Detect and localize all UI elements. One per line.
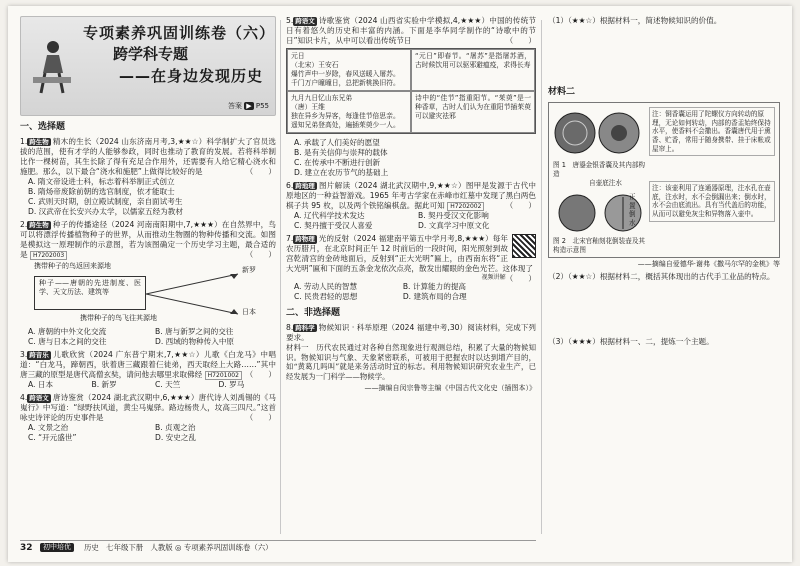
banner-theme: ——在身边发现历史 <box>119 67 264 85</box>
qr-code-icon[interactable] <box>512 234 536 258</box>
option[interactable]: B. 贞观之治 <box>155 423 196 433</box>
answer-area[interactable] <box>548 285 780 337</box>
option[interactable]: B. 契丹受汉文化影响 <box>418 210 489 220</box>
question-4: 4. 跨语文 唐诗鉴赏（2024 湖北武汉期中,6,★★★）唐代诗人刘禹锡的《马嵬行》中写道：“绿野扶风道，黄尘马嵬驿。路边杨贵人，坟高三四尺。”这首咏史诗评论的历史事件是 （ ） A. 文景之治 B. 贞观之治 C. “开元盛世” D. 安史之乱 <box>20 393 276 443</box>
question-8: 8. 跨科学 物候知识 · 科举原理（2024 福建中考,30）阅读材料，完成下列要求。 材料一 历代农民通过对各种自然现象进行观测总结，积累了大量的物候知识。物候知识与气象、天象紧密联系，可被用于把握农时以达到增产目的，如“黄葛几吗叫”就是来务活动时宜的标志。利用物候知识研究农业生产，已经发展为一门科学——物候学。 ——摘编自闵宗鲁等主编《中国古代文化史（插图本）》 <box>286 322 536 392</box>
option[interactable]: D. 西域的物种传入中原 <box>155 337 235 347</box>
option[interactable]: A. 辽代科学技术发达 <box>294 210 365 220</box>
options-list <box>20 423 276 443</box>
poem-card <box>286 48 536 134</box>
options-list <box>20 177 276 217</box>
material-two-figures <box>548 102 780 258</box>
option[interactable]: A. 劳动人民的智慧 <box>294 281 358 291</box>
footer-info: 历史 七年级下册 人教版 ◎ 专项素养巩固训练卷（六） <box>84 543 273 552</box>
poem-note: 诗中的“佳节”指重阳节。“茱萸”是一种香草，古时人们认为在重阳节插茱萸可以避灾祛邪 <box>411 91 535 133</box>
option[interactable]: C. “开元盛世” <box>28 433 77 443</box>
figure-caption: 图 2 北宋官釉刻花倒装壶及其构造示意图 <box>553 236 646 254</box>
brand-badge: 初中培优 <box>40 543 74 552</box>
option[interactable]: B. 是有关信仰与崇拜的载体 <box>294 147 388 157</box>
option[interactable]: D. 文真学习中原文化 <box>418 220 490 230</box>
answer-area[interactable] <box>548 29 780 81</box>
question-3: 3. 跨音乐 儿歌欣赏（2024 广东普宁期末,7,★★☆）儿歌《白龙马》中唱道：“白龙马，蹄朝西，驮着唐三藏跟着仨徒弟，西天取经上大路……”其中唐三藏的原型是唐代高僧玄奘，请问他去哪里求取佛经 H7201002 （ ） A. 日本 B. 新罗 C. 天竺 D. 罗马 <box>20 350 276 390</box>
options-list <box>20 327 276 347</box>
exam-page <box>8 6 792 562</box>
answer-reference: 答案 ▶ P55 <box>228 101 269 110</box>
option[interactable]: A. 文景之治 <box>28 423 69 433</box>
subquestion-2: （2）（★★☆）根据材料二，概括其体现出的古代手工业品的特点。 <box>548 272 775 282</box>
figure-caption: 图 1 唐鎏金银香囊及其内部构造 <box>553 160 646 178</box>
option[interactable]: C. 在传承中不断进行创新 <box>294 157 381 167</box>
option[interactable]: D. 建筑布局的合理 <box>402 291 467 301</box>
option[interactable]: B. 计算能力的提高 <box>402 281 467 291</box>
column-middle <box>286 16 536 396</box>
subquestion-3: （3）（★★★）根据材料一、二，提炼一个主题。 <box>548 337 714 347</box>
options-list <box>20 380 276 390</box>
option[interactable]: D. 建立在农历节气的基础上 <box>294 167 389 177</box>
figure-label: 自壶底注水 <box>589 178 622 187</box>
option[interactable]: A. 承载了人们美好的愿望 <box>294 137 380 147</box>
title-banner <box>20 16 276 116</box>
option[interactable]: A. 隋文帝设进士科，标志着科举制正式创立 <box>28 176 175 186</box>
book-icon: ▶ <box>246 101 252 110</box>
option[interactable]: D. 罗马 <box>218 380 245 390</box>
seed-diagram: 携带种子的鸟返回来源地 新罗 日本 种子——唐朝的先进制度、医学、天文历法、建筑等 携带种子的鸟飞往其源地 <box>34 262 256 323</box>
incense-ball-icon <box>553 107 643 159</box>
material-one: 材料一 历代农民通过对各种自然现象进行观测总结，积累了大量的物候知识。物候知识与气象、天象紧密联系，可被用于把握农时以达到增产目的，如“黄葛几吗叫”就是来务活动时宜的标志。利用物候知识研究农业生产，已经发展为一门科学——物候学。 <box>286 342 536 382</box>
section-title: 二、非选择题 <box>286 307 341 318</box>
section-title: 一、选择题 <box>20 122 66 132</box>
option[interactable]: C. 契丹擅于受汉人喜爱 <box>294 220 373 230</box>
video-label: 视频讲解 <box>481 274 506 281</box>
options-list <box>286 138 536 178</box>
banner-subtitle: 跨学科专题 <box>113 45 189 63</box>
figure-label: 正置倒水 <box>629 192 636 227</box>
options-list <box>286 282 506 302</box>
option[interactable]: C. 天竺 <box>155 380 181 390</box>
question-6: 6. 跨地理 图片解读（2024 湖北武汉期中,9,★★☆）图甲是发源于古代中原地区的一种益智游戏。1965 年考古学家在赤峰市红墓中发现了黑白两色棋子共 95 枚，以及两个铁铭编棋盘。据此可知 H7202002 （ ） A. 辽代科学技术发达 B. 契丹受汉文化影响 C. 契丹擅于受汉人喜爱 D. 文真学习中原文化 <box>286 180 536 230</box>
source-citation: ——摘编自爱德华·谢弗《撒马尔罕的金桃》等 <box>637 259 780 268</box>
diagram-box: 种子——唐朝的先进制度、医学、天文历法、建筑等 <box>34 276 146 310</box>
figure-note: 注：铜香囊运用了陀螺仪方向转动的原理，无论如何转动，内部的香盂始终保持水平，使香料不会撒出。香囊唐代用于熏香、贮香，常用于随身携带、挂于床帐或屋帘上。 <box>649 107 775 157</box>
page-footer <box>20 540 536 554</box>
column-divider <box>280 20 281 534</box>
option[interactable]: C. 武则天时期，创立殿试制度，亲自面试考生 <box>28 196 183 206</box>
column-divider <box>541 20 542 534</box>
arrow-lines <box>146 266 242 322</box>
poem-note: “元日”即春节。“屠苏”是指屠苏酒，古时候饮用可以驱邪避瘟疫，求得长寿 <box>411 49 535 91</box>
question-7: 7. 跨物理 光的反射（2024 福建南平第五中学月考,8,★★★）每年农历腊月，在北京时间正午 12 时前后的一段时间，阳光照射到故宫乾清宫的金砖地面后，反射到“正大光明”匾上，由西南东将“正大光明”匾和下面的五条金龙依次点亮，散发出耀眼的金色光芒。这体现了 （ ） 视频讲解 A. 劳动人民的智慧 B. 计算能力的提高 C. 民贵君轻的思想 D. 建筑布局的合理 <box>286 233 536 301</box>
option[interactable]: D. 汉武帝在长安兴办太学，以儒家五经为教材 <box>28 206 183 216</box>
options-list <box>286 211 536 231</box>
question-1: 1. 跨生物 精木的生长（2024 山东济南月考,3,★★☆）科学制扩大了官员选拔的范围，使有才学的人能够参政，同时也推动了教育的发展。若将科举制比作一棵树苗，其生长除了得有充足合作用外，还需要有人给它精心浇水和施肥。那么，以下最合“浇水和施肥”上做得比较好的是 （ ） A. 隋文帝设进士科，标志着科举制正式创立 B. 隋炀帝废除前朝的选官制度，依才能取士 C. 武则天时期，创立殿试制度，亲自面试考生 D. 汉武帝在长安兴办太学，以儒家五经为教材 <box>20 136 276 216</box>
page-number: 32 <box>20 543 33 553</box>
option[interactable]: B. 唐与新罗之间的交往 <box>155 327 234 337</box>
material-two-title: 材料二 <box>548 87 576 98</box>
column-right <box>548 16 780 350</box>
option[interactable]: D. 安史之乱 <box>155 433 197 443</box>
option[interactable]: B. 新罗 <box>91 380 117 390</box>
source-citation: ——摘编自闵宗鲁等主编《中国古代文化史（插图本）》 <box>364 383 536 392</box>
poem-cell: 元日 （北宋）王安石 爆竹声中一岁除，春风送暖入屠苏。 千门万户曈曈日，总把新桃换旧符。 <box>287 49 411 91</box>
option[interactable]: C. 唐与日本之间的交往 <box>28 337 107 347</box>
subquestion-1: （1）（★★☆）根据材料一，简述物候知识的价值。 <box>548 16 722 25</box>
column-left <box>20 16 276 446</box>
poem-cell: 九月九日忆山东兄弟 （唐）王维 独在异乡为异客，每逢佳节倍思亲。 遥知兄弟登高处，遍插茱萸少一人。 <box>287 91 411 133</box>
figure-note: 注：该壶利用了连通器原理，注水孔在壶底，注水时，水不会倒漏出来；倒水时，水不会由底流出。具有当代盖后的功能，从而可以避免灰尘和异物落入壶中。 <box>649 181 775 222</box>
option[interactable]: A. 日本 <box>28 380 54 390</box>
student-figure-icon <box>29 37 75 97</box>
option[interactable]: C. 民贵君轻的思想 <box>294 291 358 301</box>
question-2: 2. 跨生物 种子的传播途径（2024 河南南阳期中,7,★★★）在自然界中，鸟可以将漂浮传播植物种子的世界，从而推动生物圈的物种传播和交流。如图是模拟这一原理制作的示意图，若为该图确定一个历史学习主题，最合适的是 H7202003 （ ） 携带种子的鸟返回来源地 新罗 日本 种子——唐朝的先进制度、医学、天文历法、建筑等 携带种子的鸟飞往其源地 A. 唐朝的中外文化交流 B. 唐与新罗之间的交往 C. 唐与日本之间的交往 D. 西域的物种传入中原 <box>20 220 276 347</box>
question-5: 5. 跨语文 诗歌鉴赏（2024 山西省实验中学模拟,4,★★★）中国的传统节日有着悠久的历史和丰富的内涵。下面是李华同学制作的“诗歌中的节日”知识卡片，从中可以看出传统节日 （ ） 元日 （北宋）王安石 爆竹声中一岁除，春风送暖入屠苏。 千门万户曈曈日，总把新桃换旧符。 “元日”即春节。“屠苏”是指屠苏酒，古时候饮用可以驱邪避瘟疫，求得长寿 九月九日忆山东兄弟 （唐）王维 独在异乡为异客，每逢佳节倍思亲。 遥知兄弟登高处，遍插茱萸少一人。 诗中的“佳节”指重阳节。“茱萸”是一种香草，古时人们认为在重阳节插茱萸可以避灾祛邪 A. 承载了人们美好的愿望 B. 是有关信仰与崇拜的载体 C. 在传承中不断进行创新 D. 建立在农历节气的基础上 <box>286 16 536 177</box>
option[interactable]: A. 唐朝的中外文化交流 <box>28 327 107 337</box>
option[interactable]: B. 隋炀帝废除前朝的选官制度，依才能取士 <box>28 186 175 196</box>
banner-title: 专项素养巩固训练卷（六） <box>83 24 276 42</box>
